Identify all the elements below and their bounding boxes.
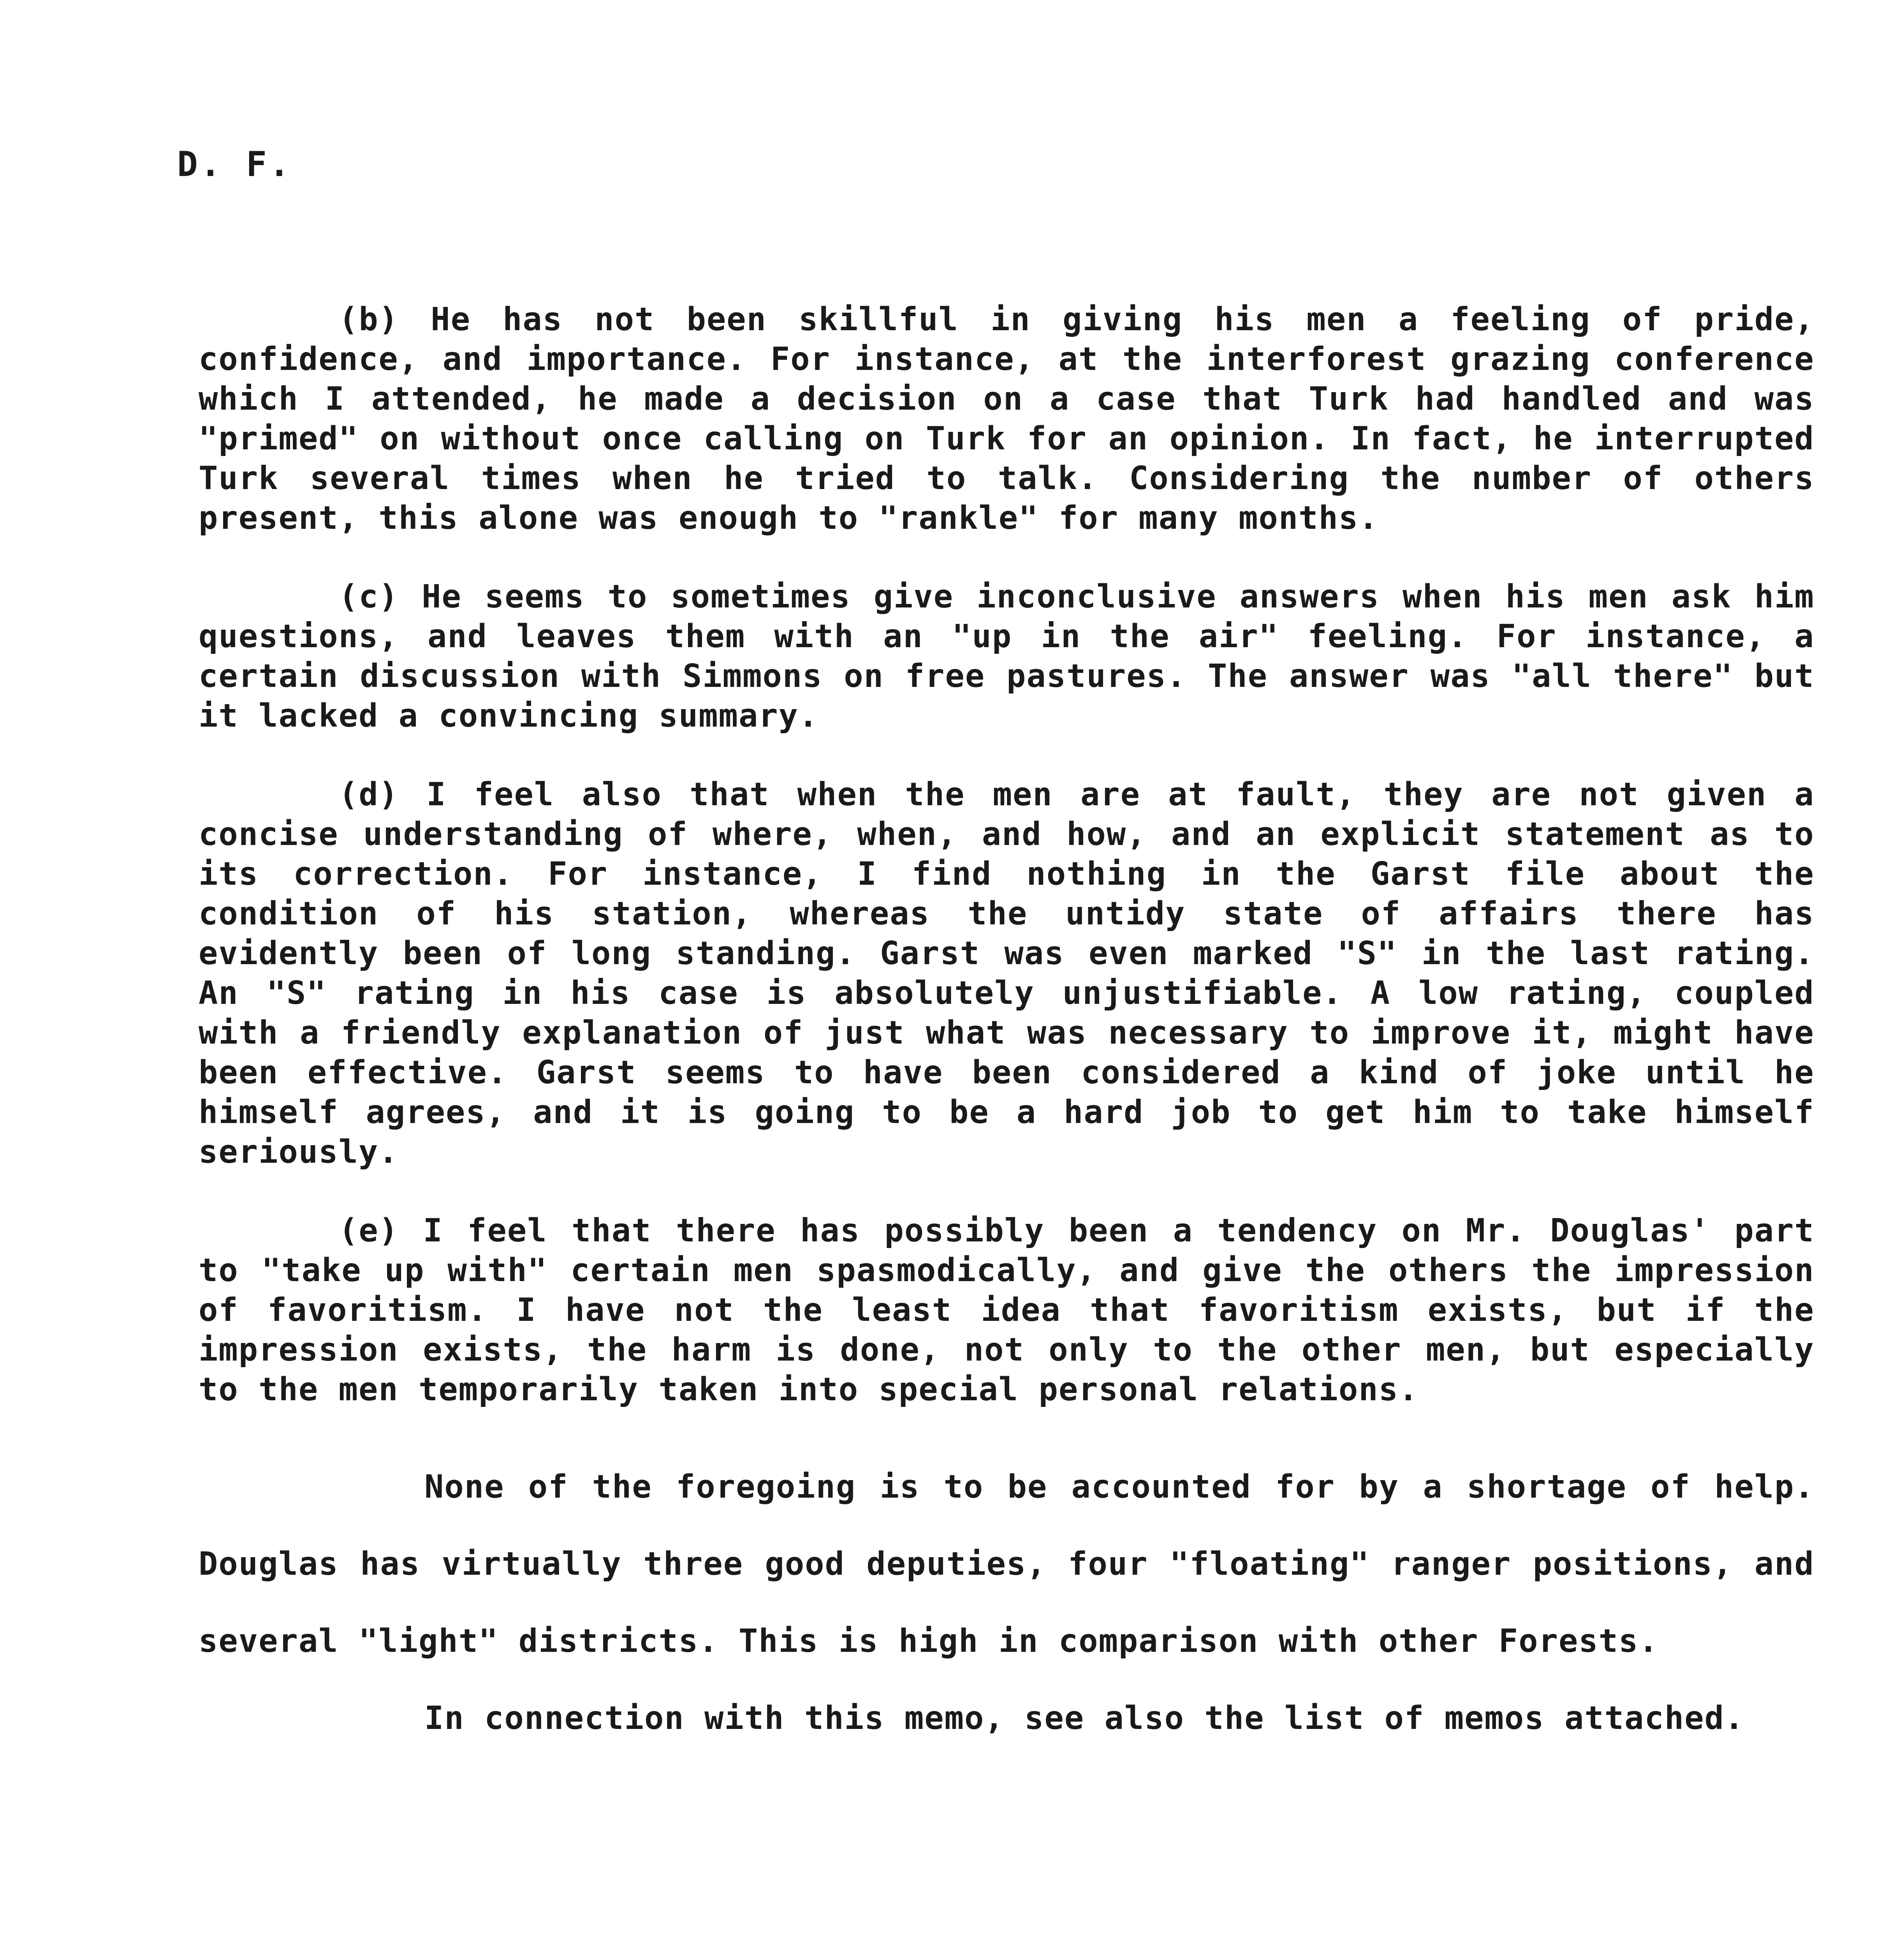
paragraph-e: (e) I feel that there has possibly been a tendency on Mr. Douglas' part to "take up with" certain men spasmodically, and give the others the impression of favoritism. I have not the least idea that favoritism exists, but if the impression exists, the harm is done, not only to the other men, but especially to the men temporarily taken into special personal relations. [199, 1212, 1814, 1408]
memo-heading: D. F. [177, 144, 292, 184]
paragraph-shortage: None of the foregoing is to be accounted for by a shortage of help. Douglas has virtually three good deputies, four "floating" ranger positions, and several "light" districts. This is high in comparison with other Forests. [199, 1468, 1814, 1660]
memo-body [199, 300, 1814, 1757]
paragraph-connection: In connection with this memo, see also the list of memos attached. [424, 1700, 1745, 1737]
paragraph-b: (b) He has not been skillful in giving his men a feeling of pride, confidence, and importance. For instance, at the interforest grazing conference which I attended, he made a decision on a case that Turk had handled and was "primed" on without once calling on Turk for an opinion. In fact, he interrupted Turk several times when he tried to talk. Considering the number of others present, this alone was enough to "rankle" for many months. [199, 301, 1814, 537]
paragraph-c: (c) He seems to sometimes give inconclusive answers when his men ask him questions, and leaves them with an "up in the air" feeling. For instance, a certain discussion with Simmons on free pastures. The answer was "all there" but it lacked a convincing summary. [199, 578, 1814, 734]
paragraph-d: (d) I feel also that when the men are at fault, they are not given a concise understanding of where, when, and how, and an explicit statement as to its correction. For instance, I find nothing in the Garst file about the condition of his station, whereas the untidy state of affairs there has evidently been of long standing. Garst was even marked "S" in the last rating. An "S" rating in his case is absolutely unjustifiable. A low rating, coupled with a friendly explanation of just what was necessary to improve it, might have been effective. Garst seems to have been considered a kind of joke until he himself agrees, and it is going to be a hard job to get him to take himself seriously. [199, 776, 1814, 1171]
